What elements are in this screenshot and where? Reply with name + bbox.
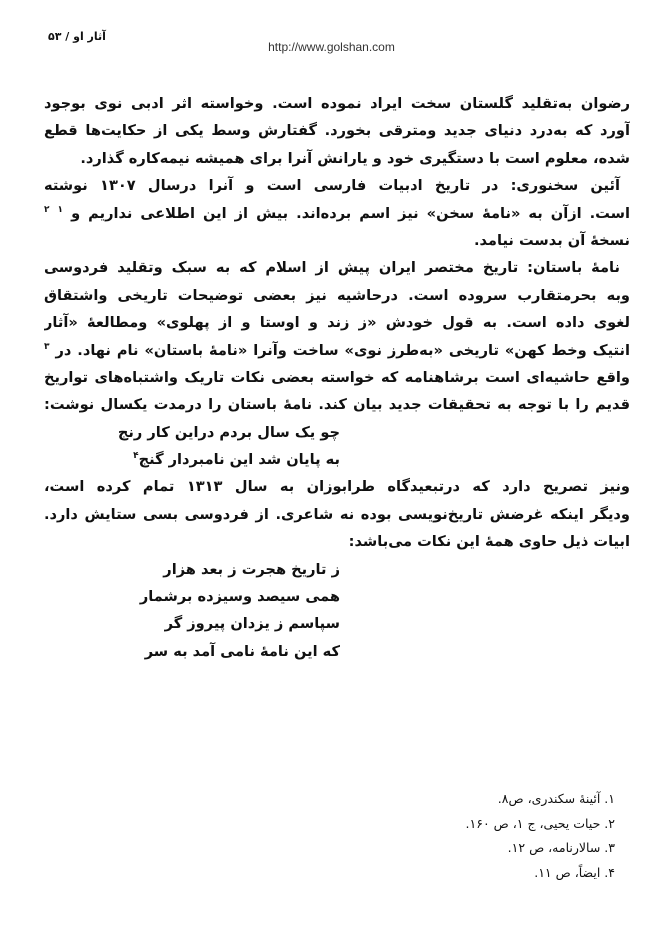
footnotes — [300, 787, 615, 885]
verse-line: به پایان شد این نامبردار گنج — [138, 451, 340, 469]
running-head: آثار او / ۵۳ — [48, 30, 106, 43]
text-line: است. ازآن به «نامهٔ سخن» نیز اسم برده‌اند. بیش از این اطلاعی نداریم و — [71, 204, 630, 222]
text-line: ونیز تصریح دارد که درتبعیدگاه طرابوزان به سال ۱۳۱۳ تمام کرده است، — [44, 478, 630, 496]
footnote-1: ۱. آئینهٔ سکندری، ص۸. — [497, 791, 615, 806]
text-line: واقع حاشیه‌ای است برشاهنامه که خواسته بعضی نکات تاریک واشتباه‌های تواریخ — [44, 368, 630, 386]
verse-line: ز تاریخ هجرت ز بعد هزار — [163, 560, 340, 578]
text-line: رضوان به‌تقلید گلستان سخت ایراد نموده است. وخواسته اثر ادبی نوی بوجود — [44, 95, 630, 112]
footnote-ref-3: ۳ — [44, 341, 50, 352]
footnote-ref-2: ۲ — [44, 204, 50, 215]
verse-line: چو یک سال بردم دراین کار رنج — [117, 423, 340, 441]
verse-line: همی سیصد وسیزده برشمار — [139, 588, 340, 606]
text-line-with-footnotes — [44, 200, 630, 227]
paragraph-aiin-sokhanvari: آئین سخنوری: در تاریخ ادبیات فارسی است و آنرا درسال ۱۳۰۷ نوشته — [44, 177, 621, 195]
footnote-4: ۴. ایضاً، ص ۱۱. — [534, 864, 615, 880]
footnote-3: ۳. سالارنامه، ص ۱۲. — [507, 840, 615, 855]
verse-line: سپاسم ز یزدان پیروز گر — [164, 615, 340, 633]
text-line: نسخهٔ آن بدست نیامد. — [473, 231, 630, 249]
main-text — [44, 90, 630, 665]
text-line: وبه بحرمتقارب سروده است. درحاشیه نیز بعضی توضیحات تاریخی واشتقاق — [44, 286, 630, 304]
footnote-2: ۲. حیات یحیی، ج ۱، ص ۱۶۰. — [465, 815, 615, 831]
text-line: قدیم را با توجه به تحقیقات جدید بیان کند. نامهٔ باستان را درمدت یکسال نوشت: — [44, 396, 630, 414]
footnote-ref-1: ۱ — [57, 204, 64, 215]
text-line: لغوی داده است. به قول خودش «ز زند و اوستا و از پهلوی» ومطالعهٔ «آثار — [44, 314, 630, 332]
text-line: انتیک وخط کهن» تاریخی «به‌طرز نوی» ساخت وآنرا «نامهٔ باستان» نام نهاد. در — [55, 341, 630, 359]
text-line: شده، معلوم است با دستگیری خود و یارانش آنرا برای همیشه نیمه‌کاره گذارد. — [80, 149, 630, 167]
text-line: ابیات ذیل حاوی همهٔ این نکات می‌باشد: — [348, 533, 630, 551]
site-url: http://www.golshan.com — [268, 40, 395, 54]
text-line: آورد که به‌درد دنیای جدید ومترقی بخورد. گفتارش وسط یکی از حکایت‌ها قطع — [44, 122, 630, 140]
paragraph-name-bastan: نامهٔ باستان: تاریخ مختصر ایران پیش از اسلام که به سبک وتقلید فردوسی — [44, 259, 620, 277]
verse-line-with-footnote — [44, 446, 630, 473]
text-line-with-footnote — [44, 337, 630, 364]
footnote-ref-4: ۴ — [133, 451, 139, 462]
verse-line: که این نامهٔ نامی آمد به سر — [144, 642, 340, 660]
text-line: ودیگر اینکه غرضش تاریخ‌نویسی بوده نه شاعری. از فردوسی بسی ستایش دارد. — [44, 505, 630, 523]
